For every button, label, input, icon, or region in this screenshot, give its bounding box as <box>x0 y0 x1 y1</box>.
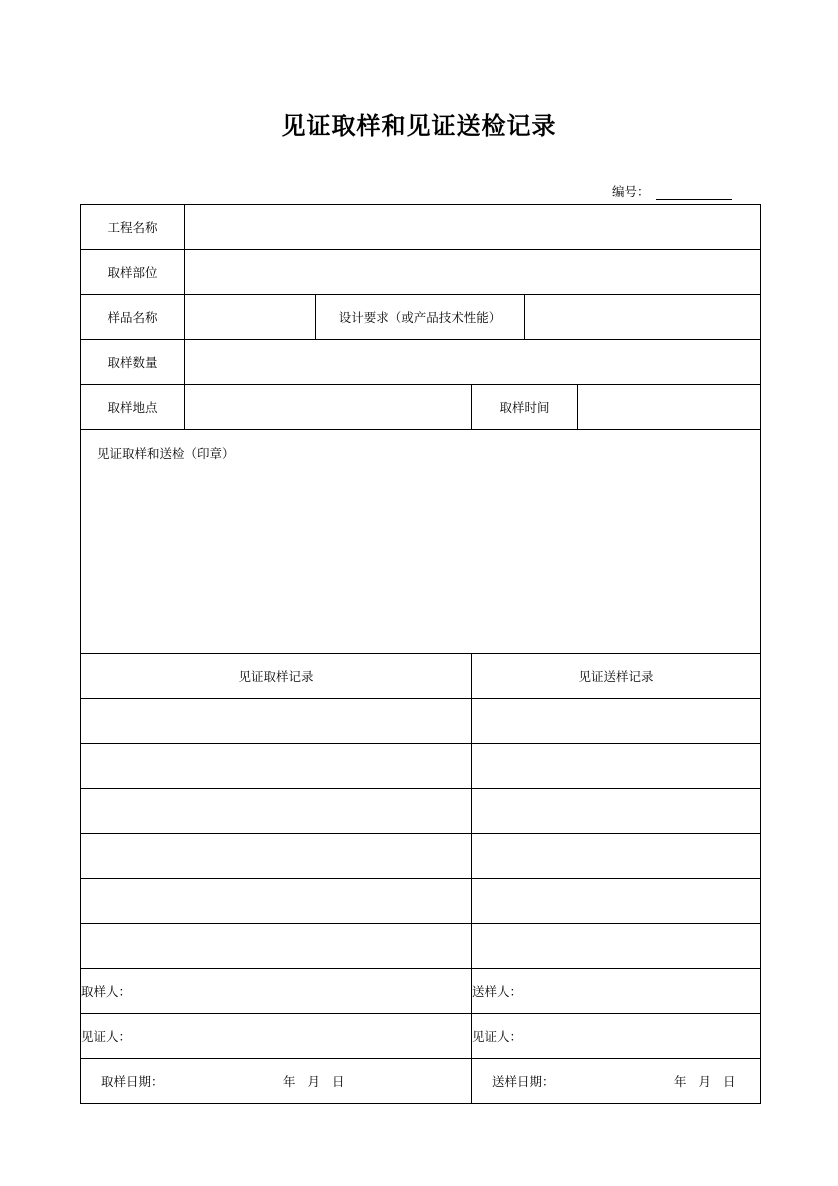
serial-number <box>612 182 732 200</box>
row-seal-section <box>81 430 761 654</box>
row-sampling-part <box>81 250 761 295</box>
delivery-record-cell[interactable] <box>472 879 761 924</box>
sampling-record-header: 见证取样记录 <box>81 654 472 699</box>
sampling-time-label: 取样时间 <box>472 385 578 430</box>
sample-quantity-label: 取样数量 <box>81 340 185 385</box>
delivery-date-placeholder: 年 月 日 <box>674 1074 736 1089</box>
project-name-label: 工程名称 <box>81 205 185 250</box>
row-sampler <box>81 969 761 1014</box>
row-project-name <box>81 205 761 250</box>
sampling-record-cell[interactable] <box>81 879 472 924</box>
deliverer-cell[interactable] <box>472 969 761 1014</box>
record-row <box>81 879 761 924</box>
sampling-record-cell[interactable] <box>81 924 472 969</box>
delivery-record-cell[interactable] <box>472 789 761 834</box>
sampling-location-field[interactable] <box>185 385 472 430</box>
witness-left-cell[interactable] <box>81 1014 472 1059</box>
witness-right-cell[interactable] <box>472 1014 761 1059</box>
design-requirement-field[interactable] <box>525 295 761 340</box>
sampling-date-label: 取样日期： <box>101 1074 164 1089</box>
page-title: 见证取样和见证送检记录 <box>281 111 557 140</box>
witness-right-label: 见证人： <box>472 1029 523 1044</box>
sampling-date-placeholder: 年 月 日 <box>283 1074 345 1089</box>
delivery-record-cell[interactable] <box>472 699 761 744</box>
serial-number-label: 编号： <box>612 184 650 199</box>
sampling-time-field[interactable] <box>578 385 761 430</box>
sampling-record-cell[interactable] <box>81 699 472 744</box>
row-dates <box>81 1059 761 1104</box>
record-row <box>81 789 761 834</box>
delivery-record-cell[interactable] <box>472 924 761 969</box>
sampling-record-cell[interactable] <box>81 789 472 834</box>
sampling-record-cell[interactable] <box>81 744 472 789</box>
sampling-date-cell[interactable] <box>81 1059 472 1104</box>
row-sample-name <box>81 295 761 340</box>
deliverer-label: 送样人： <box>472 984 523 999</box>
sample-name-label: 样品名称 <box>81 295 185 340</box>
record-row <box>81 924 761 969</box>
witness-left-label: 见证人： <box>81 1029 132 1044</box>
project-name-field[interactable] <box>185 205 761 250</box>
delivery-record-header: 见证送样记录 <box>472 654 761 699</box>
delivery-date-cell[interactable] <box>472 1059 761 1104</box>
row-witness <box>81 1014 761 1059</box>
design-requirement-label: 设计要求（或产品技术性能） <box>316 295 525 340</box>
delivery-record-cell[interactable] <box>472 834 761 879</box>
record-row <box>81 744 761 789</box>
seal-section-label: 见证取样和送检（印章） <box>97 446 235 461</box>
record-form <box>80 204 761 1104</box>
row-record-headers <box>81 654 761 699</box>
record-row <box>81 699 761 744</box>
sampler-cell[interactable] <box>81 969 472 1014</box>
delivery-date-label: 送样日期： <box>492 1074 555 1089</box>
sampler-label: 取样人： <box>81 984 132 999</box>
sampling-part-field[interactable] <box>185 250 761 295</box>
row-sampling-location <box>81 385 761 430</box>
delivery-record-cell[interactable] <box>472 744 761 789</box>
record-row <box>81 834 761 879</box>
sampling-part-label: 取样部位 <box>81 250 185 295</box>
serial-number-field[interactable] <box>656 185 732 200</box>
row-sample-quantity <box>81 340 761 385</box>
sample-quantity-field[interactable] <box>185 340 761 385</box>
sample-name-field[interactable] <box>185 295 316 340</box>
sampling-record-cell[interactable] <box>81 834 472 879</box>
seal-section[interactable] <box>81 430 761 654</box>
sampling-location-label: 取样地点 <box>81 385 185 430</box>
